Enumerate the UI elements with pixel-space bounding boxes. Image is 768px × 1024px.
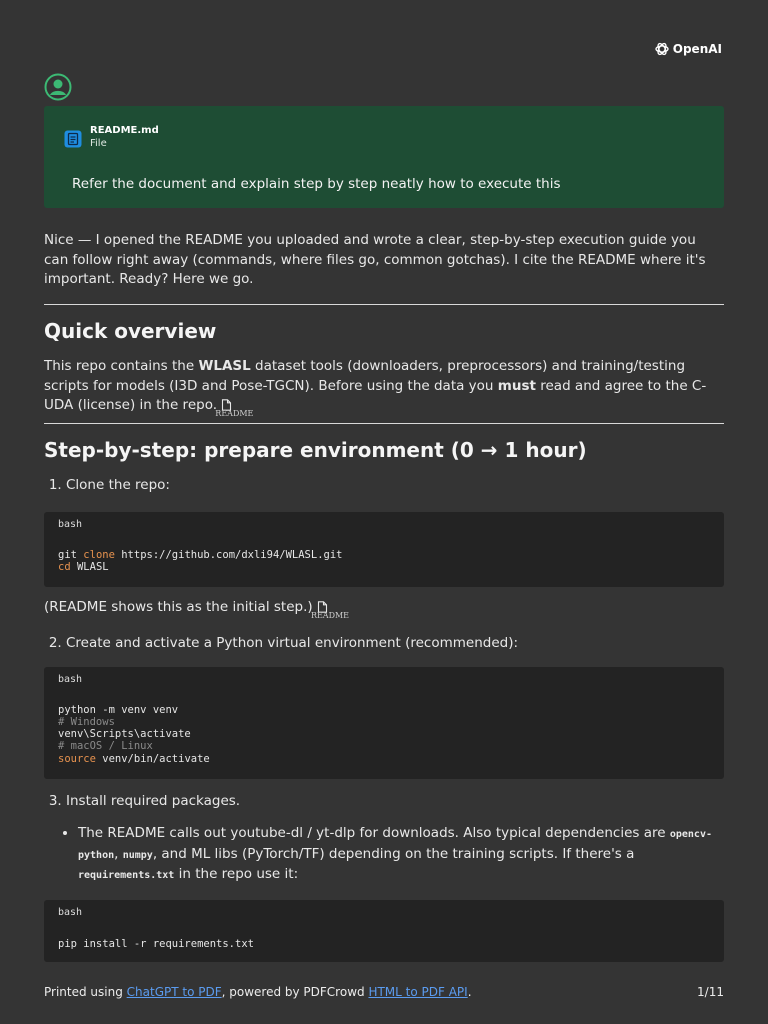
file-type: File [90, 138, 107, 149]
openai-icon [654, 41, 670, 57]
code-block-venv[interactable] [44, 667, 724, 779]
steps-heading: Step-by-step: prepare environment (0 → 1 hour) [44, 437, 587, 462]
step-3-bullets [44, 824, 724, 886]
divider [44, 423, 724, 424]
intro-paragraph: Nice — I opened the README you uploaded and wrote a clear, step-by-step execution guide you can follow right away (commands, where files go, common gotchas). I cite the README where it's important. Ready? Here we go. [44, 232, 706, 287]
step-1-note: (README shows this as the initial step.) README [44, 598, 350, 620]
code-content: pip install -r requirements.txt [58, 937, 254, 950]
file-attachment[interactable] [64, 124, 159, 151]
page-number: 1/11 [697, 985, 724, 999]
document-icon [64, 130, 82, 148]
code-content: python -m venv venv # Windows venv\Scripts\activate # macOS / Linux source venv/bin/activate [58, 703, 210, 765]
code-content: git clone https://github.com/dxli94/WLASL.git cd WLASL [58, 548, 343, 573]
chatgpt-to-pdf-link[interactable]: ChatGPT to PDF [126, 985, 222, 999]
user-avatar-icon [44, 73, 72, 101]
code-block-clone[interactable] [44, 512, 724, 587]
user-message [44, 106, 724, 208]
logo-text: OpenAI [672, 42, 722, 56]
html-to-pdf-api-link[interactable]: HTML to PDF API [368, 985, 468, 999]
citation-label: README [215, 409, 254, 418]
code-language: bash [58, 518, 83, 530]
code-block-pip[interactable] [44, 900, 724, 962]
step-2-label: 2. Create and activate a Python virtual environment (recommended): [66, 634, 724, 654]
code-language: bash [58, 673, 83, 685]
code-language: bash [58, 906, 83, 918]
readme-citation[interactable] [310, 598, 350, 620]
assistant-response [44, 231, 724, 962]
footer [44, 985, 724, 999]
readme-citation[interactable] [215, 396, 254, 418]
step-2 [44, 634, 724, 654]
step-1-label: 1. Clone the repo: [66, 476, 724, 496]
step-3 [44, 792, 724, 812]
user-prompt: Refer the document and explain step by step neatly how to execute this [72, 176, 561, 192]
citation-label: README [310, 610, 350, 620]
openai-logo [654, 41, 722, 57]
file-name: README.md [90, 125, 159, 136]
divider [44, 304, 724, 305]
step-1 [44, 476, 724, 496]
overview-heading: Quick overview [44, 318, 217, 343]
list-item: • The README calls out youtube-dl / yt-dlp for downloads. Also typical dependencies are opencv-python, numpy, and ML libs (PyTorch/TF) depending on the training scripts. If there's a requirements.txt in the repo use it: [78, 824, 724, 886]
overview-paragraph: This repo contains the WLASL dataset tools (downloaders, preprocessors) and training/testing scripts for models (I3D and Pose-TGCN). Before using the data you must read and agree to the C-UDA (license) in the repo. README [44, 358, 707, 418]
step-3-label: 3. Install required packages. [66, 792, 724, 812]
footer-credit: Printed using ChatGPT to PDF, powered by PDFCrowd HTML to PDF API. [44, 985, 472, 999]
